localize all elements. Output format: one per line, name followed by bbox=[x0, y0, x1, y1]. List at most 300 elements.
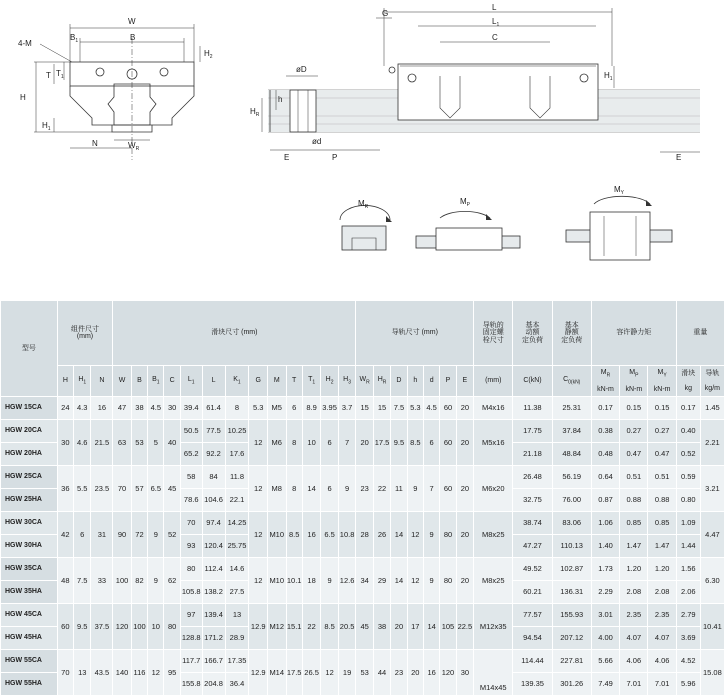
cell-B1: 5 bbox=[148, 420, 164, 466]
cell-C: 30 bbox=[164, 397, 180, 420]
cell-T1: 16 bbox=[302, 512, 321, 558]
cell-MP: 0.88 bbox=[620, 489, 648, 512]
cell-MY: 4.06 bbox=[648, 650, 676, 673]
cell-L: 112.4 bbox=[202, 558, 225, 581]
cell-H: 60 bbox=[57, 604, 73, 650]
label-mp: $M_P$ bbox=[460, 197, 471, 208]
cell-MP: 4.07 bbox=[620, 627, 648, 650]
label-g: G bbox=[382, 9, 389, 18]
header-assembly-label: 组件尺寸 (mm) bbox=[70, 325, 99, 340]
cell-P: 80 bbox=[440, 512, 456, 558]
cell-W: 140 bbox=[113, 650, 132, 696]
label-b1: $B_1$ bbox=[70, 33, 79, 44]
cell-H2: 9 bbox=[321, 558, 338, 604]
header-bolt bbox=[474, 301, 513, 366]
cell-T: 8 bbox=[286, 420, 302, 466]
cell-HR: 22 bbox=[373, 466, 390, 512]
subheader-9: $K_1$ bbox=[225, 366, 249, 397]
cell-E: 22.5 bbox=[456, 604, 473, 650]
cell-L1: 78.6 bbox=[180, 489, 202, 512]
cell-H1: 6 bbox=[74, 512, 91, 558]
subheader-12: T bbox=[286, 366, 302, 397]
cell-C: 95 bbox=[164, 650, 180, 696]
cell-M: M10 bbox=[267, 558, 286, 604]
cell-H1: 4.3 bbox=[74, 397, 91, 420]
cell-bolt: M4x16 bbox=[474, 397, 513, 420]
cell-MR: 0.48 bbox=[591, 443, 619, 466]
cell-H1: 13 bbox=[74, 650, 91, 696]
cell-MR: 3.01 bbox=[591, 604, 619, 627]
cell-MR: 5.66 bbox=[591, 650, 619, 673]
cell-T1: 8.9 bbox=[302, 397, 321, 420]
cell-G: 12 bbox=[249, 558, 268, 604]
cell-G: 12 bbox=[249, 420, 268, 466]
cell-B: 72 bbox=[131, 512, 147, 558]
header-stat-label: 基本 静额 定负荷 bbox=[561, 321, 583, 344]
cell-C: 40 bbox=[164, 420, 180, 466]
subheader-21: P bbox=[440, 366, 456, 397]
cell-C0_kN: 227.81 bbox=[552, 650, 591, 673]
header-dyn bbox=[513, 301, 552, 366]
cell-P: 60 bbox=[440, 466, 456, 512]
model-cell: HGW 35HA bbox=[1, 581, 58, 604]
cell-L: 166.7 bbox=[202, 650, 225, 673]
cell-K1: 36.4 bbox=[225, 673, 249, 696]
cell-C: 80 bbox=[164, 604, 180, 650]
cell-L1: 105.8 bbox=[180, 581, 202, 604]
cell-L: 171.2 bbox=[202, 627, 225, 650]
cell-L1: 70 bbox=[180, 512, 202, 535]
cell-G: 5.3 bbox=[249, 397, 268, 420]
cell-HR: 15 bbox=[373, 397, 390, 420]
cell-K1: 11.8 bbox=[225, 466, 249, 489]
model-cell: HGW 45HA bbox=[1, 627, 58, 650]
cell-T: 8.5 bbox=[286, 512, 302, 558]
spec-table bbox=[0, 300, 725, 696]
cell-H: 36 bbox=[57, 466, 73, 512]
front-hole-right bbox=[160, 68, 168, 76]
header-rail: 导轨尺寸 (mm) bbox=[356, 301, 474, 366]
table-row bbox=[1, 420, 725, 443]
label-h1-side: $H_1$ bbox=[604, 71, 613, 82]
cell-C_kN: 49.52 bbox=[513, 558, 552, 581]
subheader-30: 导轨 kg/m bbox=[700, 366, 724, 397]
subheader-29: 滑块 kg bbox=[676, 366, 700, 397]
label-p: P bbox=[332, 153, 338, 162]
cell-rail: 4.47 bbox=[700, 512, 724, 558]
subheader-1: $H_1$ bbox=[74, 366, 91, 397]
label-h-rail: h bbox=[278, 95, 283, 104]
cell-h: 12 bbox=[407, 558, 423, 604]
cell-MP: 1.20 bbox=[620, 558, 648, 581]
cell-B1: 12 bbox=[148, 650, 164, 696]
cell-G: 12.9 bbox=[249, 604, 268, 650]
cell-W: 100 bbox=[113, 558, 132, 604]
cell-d: 16 bbox=[423, 650, 439, 696]
cell-h: 20 bbox=[407, 650, 423, 696]
label-b: B bbox=[130, 33, 136, 42]
model-cell: HGW 35CA bbox=[1, 558, 58, 581]
cell-L1: 65.2 bbox=[180, 443, 202, 466]
cell-G: 12.9 bbox=[249, 650, 268, 696]
subheader-11: M bbox=[267, 366, 286, 397]
cell-H2: 6 bbox=[321, 420, 338, 466]
cell-block: 5.96 bbox=[676, 673, 700, 696]
subheader-17: $H_R$ bbox=[373, 366, 390, 397]
cell-MP: 0.15 bbox=[620, 397, 648, 420]
cell-block: 2.06 bbox=[676, 581, 700, 604]
subheader-5: $B_1$ bbox=[148, 366, 164, 397]
label-t1: $T_1$ bbox=[56, 69, 64, 80]
cell-K1: 27.5 bbox=[225, 581, 249, 604]
cell-B: 57 bbox=[131, 466, 147, 512]
subheader-15: $H_3$ bbox=[338, 366, 356, 397]
cell-C0_kN: 136.31 bbox=[552, 581, 591, 604]
cell-H3: 3.7 bbox=[338, 397, 356, 420]
model-cell: HGW 55CA bbox=[1, 650, 58, 673]
cell-N: 33 bbox=[91, 558, 113, 604]
cell-P: 60 bbox=[440, 420, 456, 466]
cell-C0_kN: 48.84 bbox=[552, 443, 591, 466]
subheader-25: $C_{0(kN)}$ bbox=[552, 366, 591, 397]
cell-L: 92.2 bbox=[202, 443, 225, 466]
cell-N: 16 bbox=[91, 397, 113, 420]
model-cell: HGW 45CA bbox=[1, 604, 58, 627]
cell-L1: 93 bbox=[180, 535, 202, 558]
subheader-8: L bbox=[202, 366, 225, 397]
moment-my-arrow bbox=[594, 196, 650, 204]
cell-C0_kN: 56.19 bbox=[552, 466, 591, 489]
model-cell: HGW 55HA bbox=[1, 673, 58, 696]
label-w: W bbox=[128, 17, 136, 26]
cell-B: 82 bbox=[131, 558, 147, 604]
subheader-row bbox=[1, 366, 725, 397]
cell-bolt: M5x16 bbox=[474, 420, 513, 466]
cell-MP: 4.06 bbox=[620, 650, 648, 673]
front-view-drawing bbox=[34, 24, 200, 160]
table-row bbox=[1, 650, 725, 673]
cell-MP: 2.35 bbox=[620, 604, 648, 627]
cell-d: 4.5 bbox=[423, 397, 439, 420]
cell-C_kN: 11.38 bbox=[513, 397, 552, 420]
cell-P: 80 bbox=[440, 558, 456, 604]
cell-H1: 4.6 bbox=[74, 420, 91, 466]
cell-M: M12 bbox=[267, 604, 286, 650]
subheader-6: C bbox=[164, 366, 180, 397]
subheader-14: $H_2$ bbox=[321, 366, 338, 397]
model-cell: HGW 20HA bbox=[1, 443, 58, 466]
cell-H3: 19 bbox=[338, 650, 356, 696]
front-hole-left bbox=[96, 68, 104, 76]
cell-MY: 0.15 bbox=[648, 397, 676, 420]
cell-C_kN: 139.35 bbox=[513, 673, 552, 696]
cell-H: 42 bbox=[57, 512, 73, 558]
cell-K1: 14.25 bbox=[225, 512, 249, 535]
label-4m: 4-M bbox=[18, 39, 32, 48]
side-block bbox=[398, 64, 598, 120]
cell-block: 2.79 bbox=[676, 604, 700, 627]
moment-diagrams bbox=[340, 196, 672, 260]
cell-MR: 1.06 bbox=[591, 512, 619, 535]
cell-C_kN: 94.54 bbox=[513, 627, 552, 650]
cell-HR: 29 bbox=[373, 558, 390, 604]
cell-block: 1.09 bbox=[676, 512, 700, 535]
cell-C_kN: 47.27 bbox=[513, 535, 552, 558]
cell-C0_kN: 37.84 bbox=[552, 420, 591, 443]
cell-N: 23.5 bbox=[91, 466, 113, 512]
label-h2: $H_2$ bbox=[204, 49, 213, 60]
cell-B1: 6.5 bbox=[148, 466, 164, 512]
cell-E: 30 bbox=[456, 650, 473, 696]
table-row bbox=[1, 604, 725, 627]
cell-rail: 3.21 bbox=[700, 466, 724, 512]
cell-C_kN: 26.48 bbox=[513, 466, 552, 489]
cell-MY: 0.88 bbox=[648, 489, 676, 512]
cell-T: 17.5 bbox=[286, 650, 302, 696]
cell-HR: 38 bbox=[373, 604, 390, 650]
cell-MR: 0.17 bbox=[591, 397, 619, 420]
cell-h: 5.3 bbox=[407, 397, 423, 420]
model-cell: HGW 30CA bbox=[1, 512, 58, 535]
cell-H1: 5.5 bbox=[74, 466, 91, 512]
cell-MY: 0.85 bbox=[648, 512, 676, 535]
cell-L1: 128.8 bbox=[180, 627, 202, 650]
cell-D: 20 bbox=[391, 604, 407, 650]
cell-MP: 0.85 bbox=[620, 512, 648, 535]
cell-MR: 1.40 bbox=[591, 535, 619, 558]
cell-HR: 26 bbox=[373, 512, 390, 558]
label-c: C bbox=[492, 33, 498, 42]
cell-C0_kN: 25.31 bbox=[552, 397, 591, 420]
cell-WR: 15 bbox=[356, 397, 373, 420]
cell-D: 14 bbox=[391, 512, 407, 558]
cell-block: 3.69 bbox=[676, 627, 700, 650]
cell-H: 70 bbox=[57, 650, 73, 696]
label-wr: $W_R$ bbox=[128, 141, 140, 152]
cell-WR: 28 bbox=[356, 512, 373, 558]
cell-L1: 50.5 bbox=[180, 420, 202, 443]
cell-G: 12 bbox=[249, 512, 268, 558]
cell-B1: 9 bbox=[148, 512, 164, 558]
cell-bolt: M12x35 bbox=[474, 604, 513, 650]
cell-W: 63 bbox=[113, 420, 132, 466]
subheader-20: d bbox=[423, 366, 439, 397]
cell-P: 120 bbox=[440, 650, 456, 696]
cell-L: 138.2 bbox=[202, 581, 225, 604]
cell-MP: 0.47 bbox=[620, 443, 648, 466]
cell-B: 116 bbox=[131, 650, 147, 696]
header-bolt-label: 导轨的 固定螺 栓尺寸 bbox=[482, 321, 504, 344]
label-od: øD bbox=[296, 65, 307, 74]
cell-L1: 97 bbox=[180, 604, 202, 627]
cell-T1: 22 bbox=[302, 604, 321, 650]
cell-C0_kN: 76.00 bbox=[552, 489, 591, 512]
subheader-13: $T_1$ bbox=[302, 366, 321, 397]
table-row bbox=[1, 466, 725, 489]
cell-HR: 17.5 bbox=[373, 420, 390, 466]
cell-P: 105 bbox=[440, 604, 456, 650]
header-moment: 容许静力矩 bbox=[591, 301, 676, 366]
cell-d: 14 bbox=[423, 604, 439, 650]
cell-bolt: M14x45 bbox=[474, 650, 513, 696]
cell-MR: 7.49 bbox=[591, 673, 619, 696]
cell-E: 20 bbox=[456, 397, 473, 420]
model-cell: HGW 20CA bbox=[1, 420, 58, 443]
cell-L: 97.4 bbox=[202, 512, 225, 535]
header-block: 滑块尺寸 (mm) bbox=[113, 301, 356, 366]
subheader-4: B bbox=[131, 366, 147, 397]
cell-block: 0.52 bbox=[676, 443, 700, 466]
cell-L1: 80 bbox=[180, 558, 202, 581]
cell-H3: 7 bbox=[338, 420, 356, 466]
grease-nipple bbox=[389, 67, 395, 73]
cell-D: 14 bbox=[391, 558, 407, 604]
cell-MR: 0.38 bbox=[591, 420, 619, 443]
cell-H: 24 bbox=[57, 397, 73, 420]
label-od-small: ød bbox=[312, 137, 322, 146]
cell-block: 4.52 bbox=[676, 650, 700, 673]
cell-L1: 58 bbox=[180, 466, 202, 489]
cell-T1: 18 bbox=[302, 558, 321, 604]
cell-K1: 14.6 bbox=[225, 558, 249, 581]
cell-B1: 9 bbox=[148, 558, 164, 604]
cell-L: 139.4 bbox=[202, 604, 225, 627]
cell-C_kN: 60.21 bbox=[513, 581, 552, 604]
cell-C_kN: 17.75 bbox=[513, 420, 552, 443]
side-view-drawing bbox=[262, 8, 700, 152]
cell-W: 90 bbox=[113, 512, 132, 558]
cell-T: 6 bbox=[286, 397, 302, 420]
cell-K1: 17.35 bbox=[225, 650, 249, 673]
cell-C0_kN: 110.13 bbox=[552, 535, 591, 558]
cell-C0_kN: 102.87 bbox=[552, 558, 591, 581]
model-cell: HGW 30HA bbox=[1, 535, 58, 558]
subheader-23: (mm) bbox=[474, 366, 513, 397]
cell-H3: 20.5 bbox=[338, 604, 356, 650]
moment-labels bbox=[358, 185, 625, 210]
cell-WR: 23 bbox=[356, 466, 373, 512]
label-h: H bbox=[20, 93, 26, 102]
cell-M: M6 bbox=[267, 420, 286, 466]
cell-MP: 1.47 bbox=[620, 535, 648, 558]
label-my: $M_Y$ bbox=[614, 185, 625, 196]
cell-d: 9 bbox=[423, 512, 439, 558]
label-h1: $H_1$ bbox=[42, 121, 51, 132]
model-cell: HGW 25CA bbox=[1, 466, 58, 489]
cell-C0_kN: 83.06 bbox=[552, 512, 591, 535]
cell-M: M10 bbox=[267, 512, 286, 558]
cell-block: 0.40 bbox=[676, 420, 700, 443]
cell-MP: 7.01 bbox=[620, 673, 648, 696]
cell-D: 9.5 bbox=[391, 420, 407, 466]
cell-D: 7.5 bbox=[391, 397, 407, 420]
cell-H3: 12.6 bbox=[338, 558, 356, 604]
cell-C_kN: 21.18 bbox=[513, 443, 552, 466]
cell-T1: 10 bbox=[302, 420, 321, 466]
cell-H1: 9.5 bbox=[74, 604, 91, 650]
cell-B1: 10 bbox=[148, 604, 164, 650]
cell-B: 100 bbox=[131, 604, 147, 650]
cell-B: 38 bbox=[131, 397, 147, 420]
cell-K1: 10.25 bbox=[225, 420, 249, 443]
cell-rail: 2.21 bbox=[700, 420, 724, 466]
cell-WR: 20 bbox=[356, 420, 373, 466]
cell-B1: 4.5 bbox=[148, 397, 164, 420]
subheader-27: $M_P$ kN-m bbox=[620, 366, 648, 397]
subheader-24: C(kN) bbox=[513, 366, 552, 397]
cell-C0_kN: 155.93 bbox=[552, 604, 591, 627]
label-t: T bbox=[46, 71, 51, 80]
cell-D: 23 bbox=[391, 650, 407, 696]
cell-h: 12 bbox=[407, 512, 423, 558]
cell-C0_kN: 301.26 bbox=[552, 673, 591, 696]
model-cell: HGW 25HA bbox=[1, 489, 58, 512]
cell-MR: 2.29 bbox=[591, 581, 619, 604]
label-e-side: E bbox=[676, 153, 682, 162]
cell-MY: 0.51 bbox=[648, 466, 676, 489]
cell-C_kN: 77.57 bbox=[513, 604, 552, 627]
subheader-22: E bbox=[456, 366, 473, 397]
cell-H3: 10.8 bbox=[338, 512, 356, 558]
cell-rail: 6.30 bbox=[700, 558, 724, 604]
header-assembly bbox=[57, 301, 113, 366]
cell-rail: 15.08 bbox=[700, 650, 724, 696]
cell-W: 70 bbox=[113, 466, 132, 512]
cell-T1: 14 bbox=[302, 466, 321, 512]
cell-C0_kN: 207.12 bbox=[552, 627, 591, 650]
cell-M: M8 bbox=[267, 466, 286, 512]
label-e: E bbox=[284, 153, 290, 162]
table-row bbox=[1, 397, 725, 420]
cell-H2: 12 bbox=[321, 650, 338, 696]
subheader-19: h bbox=[407, 366, 423, 397]
cell-L1: 39.4 bbox=[180, 397, 202, 420]
cell-MY: 2.35 bbox=[648, 604, 676, 627]
cell-H2: 6 bbox=[321, 466, 338, 512]
cell-MR: 0.87 bbox=[591, 489, 619, 512]
cell-h: 9 bbox=[407, 466, 423, 512]
cell-H1: 7.5 bbox=[74, 558, 91, 604]
cell-WR: 45 bbox=[356, 604, 373, 650]
cell-C: 45 bbox=[164, 466, 180, 512]
cell-K1: 22.1 bbox=[225, 489, 249, 512]
cell-C: 62 bbox=[164, 558, 180, 604]
moment-my-block bbox=[590, 212, 650, 260]
subheader-26: $M_R$ kN-m bbox=[591, 366, 619, 397]
subheader-18: D bbox=[391, 366, 407, 397]
rail-hole-section bbox=[290, 90, 316, 132]
spec-body bbox=[1, 397, 725, 696]
table-row bbox=[1, 512, 725, 535]
cell-N: 37.5 bbox=[91, 604, 113, 650]
cell-L: 84 bbox=[202, 466, 225, 489]
cell-h: 8.5 bbox=[407, 420, 423, 466]
table-row bbox=[1, 558, 725, 581]
cell-block: 1.44 bbox=[676, 535, 700, 558]
cell-M: M14 bbox=[267, 650, 286, 696]
cell-H2: 3.95 bbox=[321, 397, 338, 420]
cell-T: 10.1 bbox=[286, 558, 302, 604]
cell-MY: 0.27 bbox=[648, 420, 676, 443]
cell-W: 47 bbox=[113, 397, 132, 420]
subheader-10: G bbox=[249, 366, 268, 397]
cell-d: 7 bbox=[423, 466, 439, 512]
cell-L: 104.6 bbox=[202, 489, 225, 512]
cell-block: 0.80 bbox=[676, 489, 700, 512]
cell-C_kN: 32.75 bbox=[513, 489, 552, 512]
cell-B: 53 bbox=[131, 420, 147, 466]
cell-E: 20 bbox=[456, 466, 473, 512]
